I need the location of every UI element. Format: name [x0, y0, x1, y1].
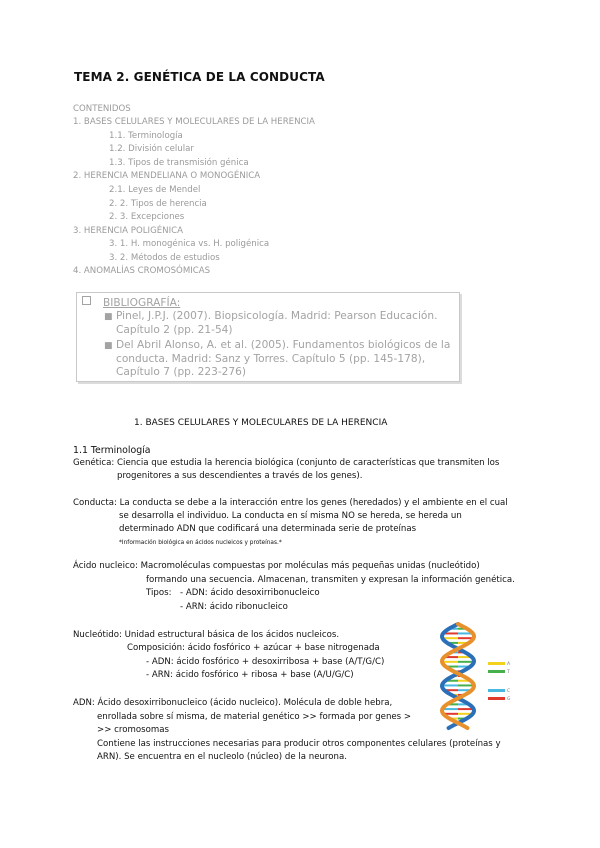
text-line: enrollada sobre sí misma, de material genético >> formada por genes >	[97, 712, 412, 722]
text-line: Conducta: La conducta se debe a la interacción entre los genes (heredados) y el ambiente en el cual	[73, 498, 508, 508]
contents-line: 2. 2. Tipos de herencia	[109, 199, 207, 209]
tipos-label: Tipos:	[146, 588, 172, 598]
contents-line: 3. HERENCIA POLIGÉNICA	[73, 226, 183, 236]
text-line: - ARN: ácido fosfórico + ribosa + base (A/U/G/C)	[146, 670, 354, 680]
contents-line: 4. ANOMALÍAS CROMOSÓMICAS	[73, 266, 211, 276]
text-line: Genética: Ciencia que estudia la herencia biológica (conjunto de características que transmiten los	[73, 458, 500, 468]
legend-label-c: C	[507, 689, 511, 694]
legend-swatch-t	[488, 670, 505, 673]
bullet-icon: ■	[104, 341, 113, 351]
contents-line: 2. 3. Excepciones	[109, 212, 185, 222]
dna-legend	[488, 661, 511, 702]
legend-label-a: A	[507, 662, 511, 667]
legend-swatch-g	[488, 697, 505, 700]
text-line: formando una secuencia. Almacenan, transmiten y expresan la información genética.	[146, 575, 515, 585]
contents-line: 2.1. Leyes de Mendel	[109, 185, 201, 195]
contents-line: 3. 1. H. monogénica vs. H. poligénica	[109, 239, 270, 249]
legend-swatch-a	[488, 662, 505, 665]
text-line: se desarrolla el individuo. La conducta en sí misma NO se hereda, se hereda un	[119, 511, 462, 521]
text-line: - ADN: ácido fosfórico + desoxirribosa + base (A/T/G/C)	[146, 657, 385, 667]
text-line: determinado ADN que codificará una determinada serie de proteínas	[119, 524, 417, 534]
contents-line: 1.2. División celular	[109, 144, 194, 154]
legend-label-g: G	[507, 697, 511, 702]
text-line: Composición: ácido fosfórico + azúcar + base nitrogenada	[127, 643, 380, 653]
text-line: - ARN: ácido ribonucleico	[180, 602, 288, 612]
subsection-heading: 1.1 Terminología	[73, 445, 151, 456]
section-heading: 1. BASES CELULARES Y MOLECULARES DE LA HERENCIA	[134, 418, 388, 428]
checkbox-icon	[82, 296, 91, 305]
text-line: Nucleótido: Unidad estructural básica de los ácidos nucleicos.	[73, 630, 340, 640]
bibliography-heading: BIBLIOGRAFÍA:	[82, 296, 180, 311]
bullet-icon: ■	[104, 312, 113, 322]
legend-label-t: T	[507, 670, 510, 675]
dna-helix-image	[428, 622, 524, 732]
page-title: TEMA 2. GENÉTICA DE LA CONDUCTA	[74, 70, 325, 84]
contents-line: 1.3. Tipos de transmisión génica	[109, 158, 249, 168]
contents-line: 2. HERENCIA MENDELIANA O MONOGÉNICA	[73, 171, 261, 181]
text-line: progenitores a sus descendientes a través de los genes).	[117, 471, 363, 481]
text-line: >> cromosomas	[97, 725, 169, 735]
text-line: Ácido nucleico: Macromoléculas compuestas por moléculas más pequeñas unidas (nucleótido)	[73, 561, 480, 571]
contents-line: 1.1. Terminología	[109, 131, 183, 141]
contents-heading: CONTENIDOS	[73, 104, 131, 114]
contents-line: 3. 2. Métodos de estudios	[109, 253, 220, 263]
bibliography-item: Del Abril Alonso, A. et al. (2005). Fundamentos biológicos de la conducta. Madrid: Sanz y Torres. Capítulo 5 (pp. 145-178), Capítulo 7 (pp. 223-276)	[116, 339, 451, 378]
text-line: ARN). Se encuentra en el nucleolo (núcleo) de la neurona.	[97, 752, 347, 762]
contents-line: 1. BASES CELULARES Y MOLECULARES DE LA HERENCIA	[73, 117, 315, 127]
text-line: Contiene las instrucciones necesarias para producir otros componentes celulares (proteínas y	[97, 739, 501, 749]
footnote: *Información biológica en ácidos nucleicos y proteínas.*	[119, 540, 282, 546]
bibliography-item: Pinel, J.P.J. (2007). Biopsicología. Madrid: Pearson Educación. Capítulo 2 (pp. 21-54)	[116, 310, 438, 336]
legend-swatch-c	[488, 689, 505, 692]
text-line: ADN: Ácido desoxirribonucleico (ácido nucleico). Molécula de doble hebra,	[73, 698, 393, 708]
text-line: - ADN: ácido desoxirribonucleico	[180, 588, 320, 598]
